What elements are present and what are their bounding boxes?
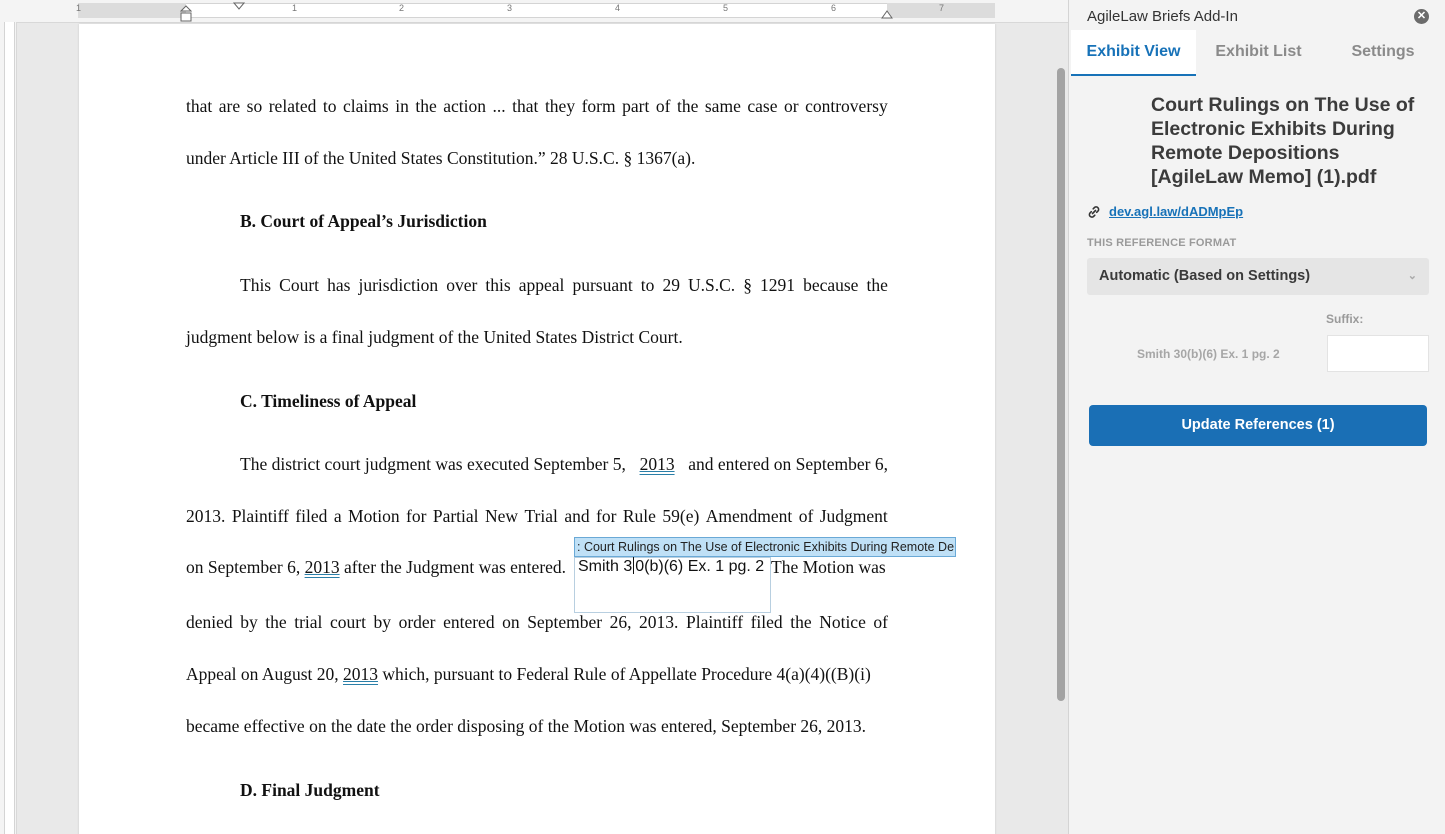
ruler-number: 3	[507, 3, 513, 13]
word: 2013.	[186, 506, 226, 526]
word: This	[240, 275, 272, 295]
word: are	[218, 96, 241, 116]
text-segment: The district court judgment was executed September 5,	[240, 454, 626, 474]
word: 1291	[760, 275, 796, 295]
word: New	[484, 506, 519, 526]
update-references-button[interactable]: Update References (1)	[1089, 405, 1427, 446]
section-heading-c: C. Timeliness of Appeal	[240, 391, 417, 411]
word: related	[268, 96, 317, 116]
reference-text-after-cursor: 0(b)(6) Ex. 1 pg. 2	[635, 558, 765, 575]
ruler-number: 5	[723, 3, 729, 13]
word: Amendment	[705, 506, 793, 526]
reference-text-before-cursor: Smith 3	[578, 558, 633, 575]
word: so	[246, 96, 263, 116]
doc-line-5	[240, 453, 888, 475]
format-label: THIS REFERENCE FORMAT	[1087, 237, 1237, 249]
word: this	[485, 275, 511, 295]
word: controversy	[805, 96, 888, 116]
word: to	[322, 96, 337, 116]
word: on	[502, 612, 520, 632]
vertical-ruler	[0, 22, 17, 834]
word: or	[784, 96, 799, 116]
flagged-year[interactable]: 2013	[343, 664, 379, 684]
text-segment: Appeal on August 20,	[186, 664, 339, 684]
word: Plaintiff	[685, 612, 744, 632]
doc-line-9	[186, 663, 888, 685]
vertical-ruler-strip	[4, 22, 15, 834]
doc-line-3	[240, 274, 888, 296]
word: in	[395, 96, 409, 116]
ruler-number: 4	[615, 3, 621, 13]
word: for	[406, 506, 427, 526]
tab-bar	[1069, 30, 1445, 76]
word: for	[596, 506, 617, 526]
word: the	[790, 612, 812, 632]
indent-marker-icon[interactable]	[180, 2, 192, 22]
word: Rule	[622, 506, 656, 526]
word: of	[873, 612, 888, 632]
text-segment: The Motion was	[771, 557, 886, 577]
text-segment: on September 6,	[186, 557, 301, 577]
word: filed	[750, 612, 783, 632]
word: trial	[294, 612, 323, 632]
pane-title: AgileLaw Briefs Add-In	[1087, 8, 1238, 25]
word: jurisdiction	[358, 275, 439, 295]
word: part	[622, 96, 650, 116]
doc-line-1	[186, 95, 888, 117]
word: to	[640, 275, 655, 295]
word: case	[747, 96, 778, 116]
reference-format-select[interactable]	[1087, 258, 1429, 295]
doc-line-4: judgment below is a final judgment of the United States District Court.	[186, 327, 683, 347]
exhibit-title: Court Rulings on The Use of Electronic Exhibits During Remote Depositions [AgileLaw Memo] (1).pdf	[1151, 94, 1415, 188]
doc-line-8	[186, 611, 888, 633]
ruler-strip	[78, 3, 995, 18]
ruler-number: 7	[939, 3, 945, 13]
ruler-number: 1	[76, 3, 82, 13]
word: 26,	[609, 612, 632, 632]
word: entered	[443, 612, 495, 632]
word: the	[866, 275, 888, 295]
exhibit-link-text[interactable]: dev.agl.law/dADMpEp	[1109, 204, 1244, 219]
right-indent-icon[interactable]	[881, 8, 893, 20]
word: over	[446, 275, 478, 295]
word: has	[327, 275, 351, 295]
word: action	[443, 96, 487, 116]
word: 29	[662, 275, 680, 295]
document-page[interactable]	[79, 24, 995, 834]
word: they	[544, 96, 576, 116]
text-segment: after the Judgment was entered.	[343, 557, 567, 577]
word: and	[564, 506, 590, 526]
suffix-label: Suffix:	[1326, 312, 1364, 326]
text-segment: and entered on September 6,	[688, 454, 888, 474]
content-control-tag[interactable]: : Court Rulings on The Use of Electronic Exhibits During Remote De	[574, 537, 956, 557]
word: ...	[492, 96, 506, 116]
word: of	[655, 96, 671, 116]
reference-preview: Smith 30(b)(6) Ex. 1 pg. 2	[1137, 347, 1280, 361]
word: appeal	[518, 275, 565, 295]
link-icon	[1087, 205, 1101, 219]
doc-line-2: under Article III of the United States Constitution.” 28 U.S.C. § 1367(a).	[186, 148, 696, 168]
section-heading-d: D. Final Judgment	[240, 780, 380, 800]
word: 59(e)	[662, 506, 700, 526]
vertical-scrollbar[interactable]	[1057, 68, 1065, 701]
text-segment: which, pursuant to Federal Rule of Appellate Procedure 4(a)(4)((B)(i)	[382, 664, 871, 684]
chevron-down-icon: ⌄	[1407, 270, 1417, 282]
exhibit-link[interactable]	[1087, 204, 1243, 219]
word: claims	[343, 96, 389, 116]
word: Plaintiff	[231, 506, 289, 526]
close-icon[interactable]: ✕	[1414, 9, 1429, 24]
doc-line-10: became effective on the date the order disposing of the Motion was entered, September 26, 2013.	[186, 716, 867, 736]
word: Judgment	[819, 506, 888, 526]
reference-format-value: Automatic (Based on Settings)	[1099, 268, 1311, 284]
word: Partial	[432, 506, 479, 526]
word: order	[398, 612, 436, 632]
flagged-year[interactable]: 2013	[639, 454, 675, 474]
word: form	[581, 96, 616, 116]
tab-settings[interactable]: Settings	[1351, 43, 1415, 60]
doc-line-6	[186, 505, 888, 527]
word: denied	[186, 612, 233, 632]
word: Court	[279, 275, 320, 295]
word: pursuant	[572, 275, 633, 295]
suffix-input[interactable]	[1327, 335, 1429, 372]
word: Motion	[348, 506, 400, 526]
word: §	[743, 275, 752, 295]
flagged-year[interactable]: 2013	[304, 557, 340, 577]
word: that	[186, 96, 213, 116]
tab-exhibit-list[interactable]: Exhibit List	[1215, 43, 1302, 60]
word: filed	[295, 506, 328, 526]
word: Trial	[524, 506, 558, 526]
word: a	[333, 506, 342, 526]
horizontal-ruler[interactable]	[0, 0, 1068, 23]
addin-pane	[1068, 0, 1445, 834]
word: by	[373, 612, 392, 632]
tab-exhibit-view[interactable]: Exhibit View	[1071, 30, 1196, 76]
word: the	[676, 96, 699, 116]
word: same	[704, 96, 741, 116]
word: the	[415, 96, 437, 116]
ruler-left-margin	[78, 3, 186, 18]
word: of	[798, 506, 814, 526]
word: court	[329, 612, 366, 632]
word: 2013.	[639, 612, 679, 632]
ruler-number: 2	[399, 3, 405, 13]
word: that	[512, 96, 539, 116]
word: because	[803, 275, 859, 295]
exhibit-reference-text[interactable]	[578, 556, 764, 578]
word: by	[240, 612, 258, 632]
word: the	[265, 612, 287, 632]
word: Notice	[819, 612, 866, 632]
ruler-number: 1	[292, 3, 298, 13]
first-line-indent-icon[interactable]	[233, 2, 245, 12]
word: September	[527, 612, 603, 632]
ruler-number: 6	[831, 3, 837, 13]
section-heading-b: B. Court of Appeal’s Jurisdiction	[240, 211, 487, 231]
word: U.S.C.	[688, 275, 736, 295]
